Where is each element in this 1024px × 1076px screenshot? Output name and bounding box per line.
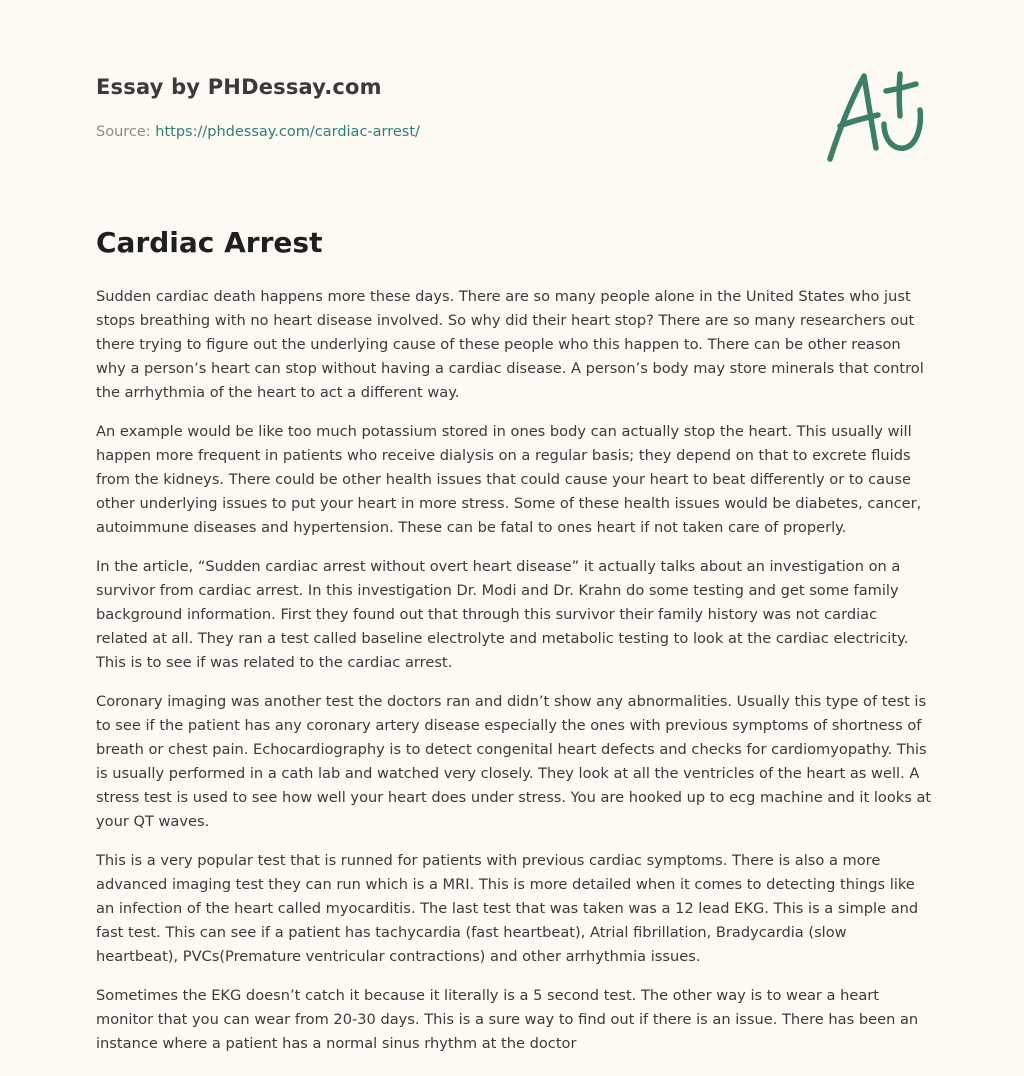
essay-title: Cardiac Arrest <box>96 226 323 259</box>
essay-paragraph: An example would be like too much potassium stored in ones body can actually stop the heart. This usually will happen more frequent in patients who receive dialysis on a regular basis; they depend on that to excrete fluids from the kidneys. There could be other health issues that could cause your heart to beat differently or to cause other underlying issues to put your heart in more stress. Some of these health issues would be diabetes, cancer, autoimmune diseases and hypertension. These can be fatal to ones heart if not taken care of properly. <box>96 423 922 536</box>
essay-paragraph: In the article, “Sudden cardiac arrest without overt heart disease” it actually talks about an investigation on a survivor from cardiac arrest. In this investigation Dr. Modi and Dr. Krahn do some testing and get some family background information. First they found out that through this survivor their family history was not cardiac related at all. They ran a test called baseline electrolyte and metabolic testing to look at the cardiac electricity. This is to see if was related to the cardiac arrest. <box>96 558 909 671</box>
essay-paragraph: Sudden cardiac death happens more these days. There are so many people alone in the United States who just stops breathing with no heart disease involved. So why did their heart stop? There are so many researchers out there trying to figure out the underlying cause of these people who this happen to. There can be other reason why a person’s heart can stop without having a cardiac disease. A person’s body may store minerals that control the arrhythmia of the heart to act a different way. <box>96 288 924 401</box>
page-header <box>96 0 932 200</box>
essay-paragraph: Sometimes the EKG doesn’t catch it because it literally is a 5 second test. The other way is to wear a heart monitor that you can wear from 20-30 days. This is a sure way to find out if there is an issue. There has been an instance where a patient has a normal sinus rhythm at the doctor <box>96 987 919 1052</box>
source-label: Source: <box>96 124 151 140</box>
source-line <box>96 124 420 140</box>
a-plus-logo-icon <box>824 66 928 166</box>
essay-body <box>96 285 932 1071</box>
essay-paragraph: This is a very popular test that is runned for patients with previous cardiac symptoms. There is also a more advanced imaging test they can run which is a MRI. This is more detailed when it comes to detecting things like an infection of the heart called myocarditis. The last test that was taken was a 12 lead EKG. This is a simple and fast test. This can see if a patient has tachycardia (fast heartbeat), Atrial fibrillation, Bradycardia (slow heartbeat), PVCs(Premature ventricular contractions) and other arrhythmia issues. <box>96 852 919 965</box>
source-link[interactable]: https://phdessay.com/cardiac-arrest/ <box>155 124 420 140</box>
essay-paragraph: Coronary imaging was another test the doctors ran and didn’t show any abnormalities. Usually this type of test is to see if the patient has any coronary artery disease especially the ones with previous symptoms of shortness of breath or chest pain. Echocardiography is to detect congenital heart defects and checks for cardiomyopathy. This is usually performed in a cath lab and watched very closely. They look at all the ventricles of the heart as well. A stress test is used to see how well your heart does under stress. You are hooked up to ecg machine and it looks at your QT waves. <box>96 693 932 830</box>
site-title: Essay by PHDessay.com <box>96 75 382 99</box>
essay-page <box>96 0 932 1052</box>
